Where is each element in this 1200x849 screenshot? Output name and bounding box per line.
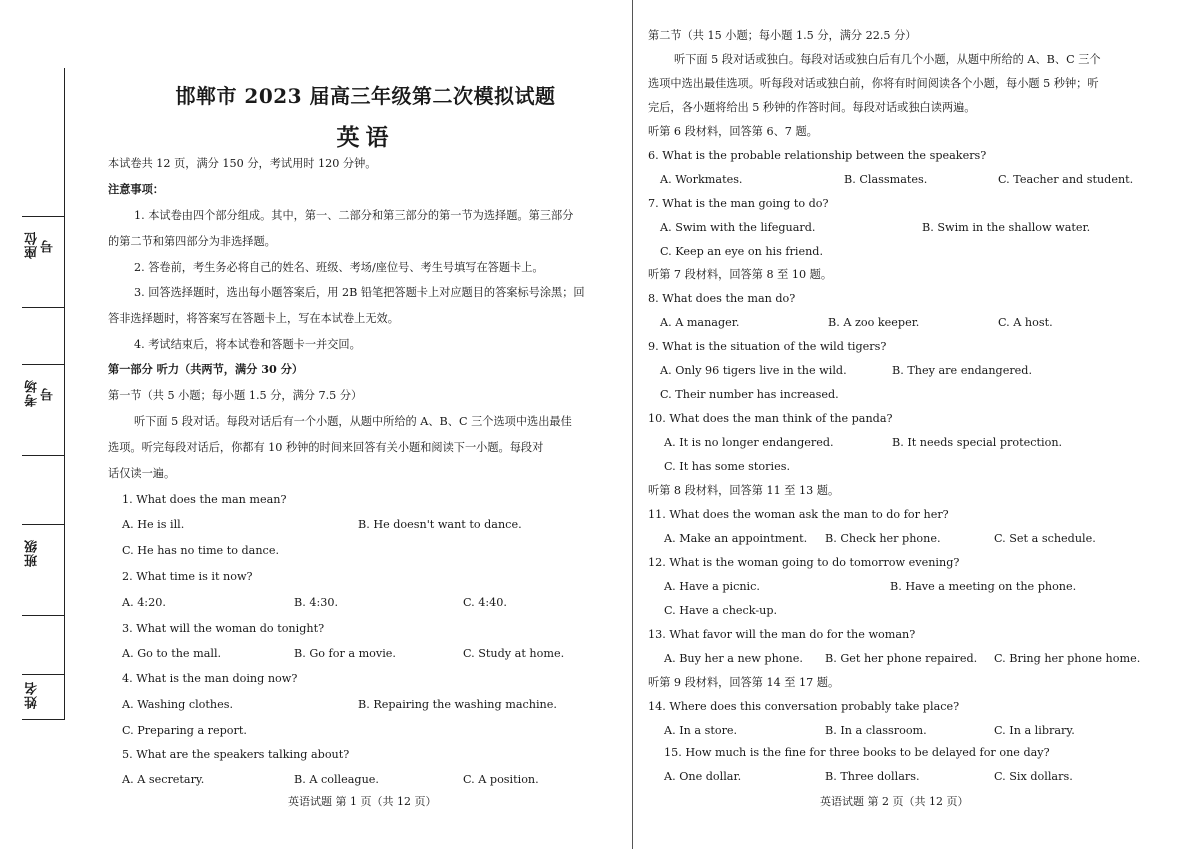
seat-number-label-2: 号 (41, 239, 56, 253)
option-c: C. Their number has increased. (660, 388, 839, 401)
question-1: 1. What does the man mean? (122, 493, 287, 506)
question-8: 8. What does the man do? (648, 292, 796, 305)
notice-line: 2. 答卷前，考生务必将自己的姓名、班级、考场/座位号、考生号填写在答题卡上。 (134, 261, 544, 274)
option-b: B. In a classroom. (825, 724, 927, 737)
question-14: 14. Where does this conversation probably take place? (648, 700, 960, 713)
exam-title: 邯郸市 2023 届高三年级第二次模拟试题 (175, 84, 556, 108)
option-c: C. Set a schedule. (994, 532, 1096, 545)
option-c: C. 4:40. (463, 596, 507, 609)
question-12: 12. What is the woman going to do tomorrow evening? (648, 556, 960, 569)
page-divider (632, 0, 633, 849)
page-footer: 英语试题 第 1 页（共 12 页） (288, 795, 437, 808)
option-c: C. It has some stories. (664, 460, 790, 473)
option-a: A. 4:20. (122, 596, 166, 609)
notice-line: 的第二节和第四部分为非选择题。 (108, 235, 276, 248)
material-heading: 听第 7 段材料，回答第 8 至 10 题。 (648, 268, 833, 281)
option-b: B. He doesn't want to dance. (358, 518, 522, 531)
section2-heading: 第二节（共 15 小题；每小题 1.5 分，满分 22.5 分） (648, 29, 917, 42)
notice-line: 答非选择题时，将答案写在答题卡上，写在本试卷上无效。 (108, 312, 399, 325)
option-b: B. They are endangered. (892, 364, 1033, 377)
binding-strip (22, 68, 65, 720)
intro-text: 本试卷共 12 页，满分 150 分，考试用时 120 分钟。 (108, 157, 377, 170)
notice-heading: 注意事项： (108, 182, 164, 196)
option-c: C. Study at home. (463, 647, 565, 660)
section1-instructions: 选项。听完每段对话后，你都有 10 秒钟的时间来回答有关小题和阅读下一小题。每段对 (108, 441, 544, 454)
option-b: B. A zoo keeper. (828, 316, 920, 329)
material-heading: 听第 6 段材料，回答第 6、7 题。 (648, 125, 818, 138)
question-15: 15. How much is the fine for three books to be delayed for one day? (664, 746, 1050, 759)
option-a: A. It is no longer endangered. (664, 436, 834, 449)
option-a: A. A secretary. (122, 773, 205, 786)
option-c: C. Have a check-up. (664, 604, 778, 617)
option-b: B. Three dollars. (825, 770, 920, 783)
question-3: 3. What will the woman do tonight? (122, 622, 325, 635)
option-a: A. A manager. (660, 316, 740, 329)
name-label: 姓名 (25, 681, 40, 709)
option-c: C. Bring her phone home. (994, 652, 1141, 665)
option-b: B. Swim in the shallow water. (922, 221, 1091, 234)
option-c: C. Teacher and student. (998, 173, 1134, 186)
option-b: B. Check her phone. (825, 532, 941, 545)
option-a: A. One dollar. (664, 770, 742, 783)
section2-instructions: 完后，各小题将给出 5 秒钟的作答时间。每段对话或独白读两遍。 (648, 101, 976, 114)
question-11: 11. What does the woman ask the man to do for her? (648, 508, 949, 521)
option-c: C. A position. (463, 773, 539, 786)
material-heading: 听第 9 段材料，回答第 14 至 17 题。 (648, 676, 840, 689)
exam-room-label: 考场 (25, 379, 40, 407)
option-a: A. Only 96 tigers live in the wild. (660, 364, 847, 377)
option-a: A. Buy her a new phone. (664, 652, 803, 665)
option-b: B. Repairing the washing machine. (358, 698, 557, 711)
section2-instructions: 听下面 5 段对话或独白。每段对话或独白后有几个小题，从题中所给的 A、B、C 三个 (674, 53, 1101, 66)
class-label: 班级 (25, 539, 40, 567)
question-7: 7. What is the man going to do? (648, 197, 829, 210)
option-a: A. In a store. (664, 724, 738, 737)
option-a: A. Workmates. (660, 173, 743, 186)
option-a: A. Swim with the lifeguard. (660, 221, 816, 234)
exam-subject: 英语 (336, 124, 395, 151)
question-6: 6. What is the probable relationship between the speakers? (648, 149, 987, 162)
option-b: B. Get her phone repaired. (825, 652, 978, 665)
section1-heading: 第一节（共 5 小题；每小题 1.5 分，满分 7.5 分） (108, 389, 363, 402)
material-heading: 听第 8 段材料，回答第 11 至 13 题。 (648, 484, 840, 497)
option-c: C. Six dollars. (994, 770, 1073, 783)
name-box (22, 674, 64, 720)
option-b: B. Have a meeting on the phone. (890, 580, 1077, 593)
notice-line: 3. 回答选择题时，选出每小题答案后，用 2B 铅笔把答题卡上对应题目的答案标号涂黑；回 (134, 286, 585, 299)
option-b: B. Classmates. (844, 173, 928, 186)
seat-number-label: 座位 (25, 231, 40, 259)
question-13: 13. What favor will the man do for the woman? (648, 628, 916, 641)
option-a: A. He is ill. (122, 518, 185, 531)
option-a: A. Make an appointment. (664, 532, 808, 545)
option-b: B. Go for a movie. (294, 647, 396, 660)
option-c: C. Keep an eye on his friend. (660, 245, 824, 258)
section1-instructions: 话仅读一遍。 (108, 467, 176, 480)
class-box (22, 524, 64, 616)
option-b: B. A colleague. (294, 773, 379, 786)
question-2: 2. What time is it now? (122, 570, 253, 583)
option-c: C. In a library. (994, 724, 1075, 737)
notice-line: 4. 考试结束后，将本试卷和答题卡一并交回。 (134, 338, 361, 351)
question-5: 5. What are the speakers talking about? (122, 748, 350, 761)
part1-heading: 第一部分 听力（共两节，满分 30 分） (108, 362, 304, 376)
option-a: A. Washing clothes. (122, 698, 234, 711)
section2-instructions: 选项中选出最佳选项。听每段对话或独白前，你将有时间阅读各个小题，每小题 5 秒钟；听 (648, 77, 1099, 90)
option-c: C. Preparing a report. (122, 724, 247, 737)
option-b: B. It needs special protection. (892, 436, 1063, 449)
seat-number-box (22, 216, 64, 308)
question-10: 10. What does the man think of the panda? (648, 412, 893, 425)
option-c: C. He has no time to dance. (122, 544, 280, 557)
notice-line: 1. 本试卷由四个部分组成。其中，第一、二部分和第三部分的第一节为选择题。第三部分 (134, 209, 574, 222)
option-b: B. 4:30. (294, 596, 339, 609)
question-4: 4. What is the man doing now? (122, 672, 298, 685)
option-a: A. Have a picnic. (664, 580, 760, 593)
question-9: 9. What is the situation of the wild tigers? (648, 340, 887, 353)
exam-room-box (22, 364, 64, 456)
section1-instructions: 听下面 5 段对话。每段对话后有一个小题，从题中所给的 A、B、C 三个选项中选出最佳 (134, 415, 572, 428)
option-a: A. Go to the mall. (122, 647, 222, 660)
option-c: C. A host. (998, 316, 1053, 329)
page-footer: 英语试题 第 2 页（共 12 页） (820, 795, 969, 808)
exam-room-label-2: 号 (41, 387, 56, 401)
